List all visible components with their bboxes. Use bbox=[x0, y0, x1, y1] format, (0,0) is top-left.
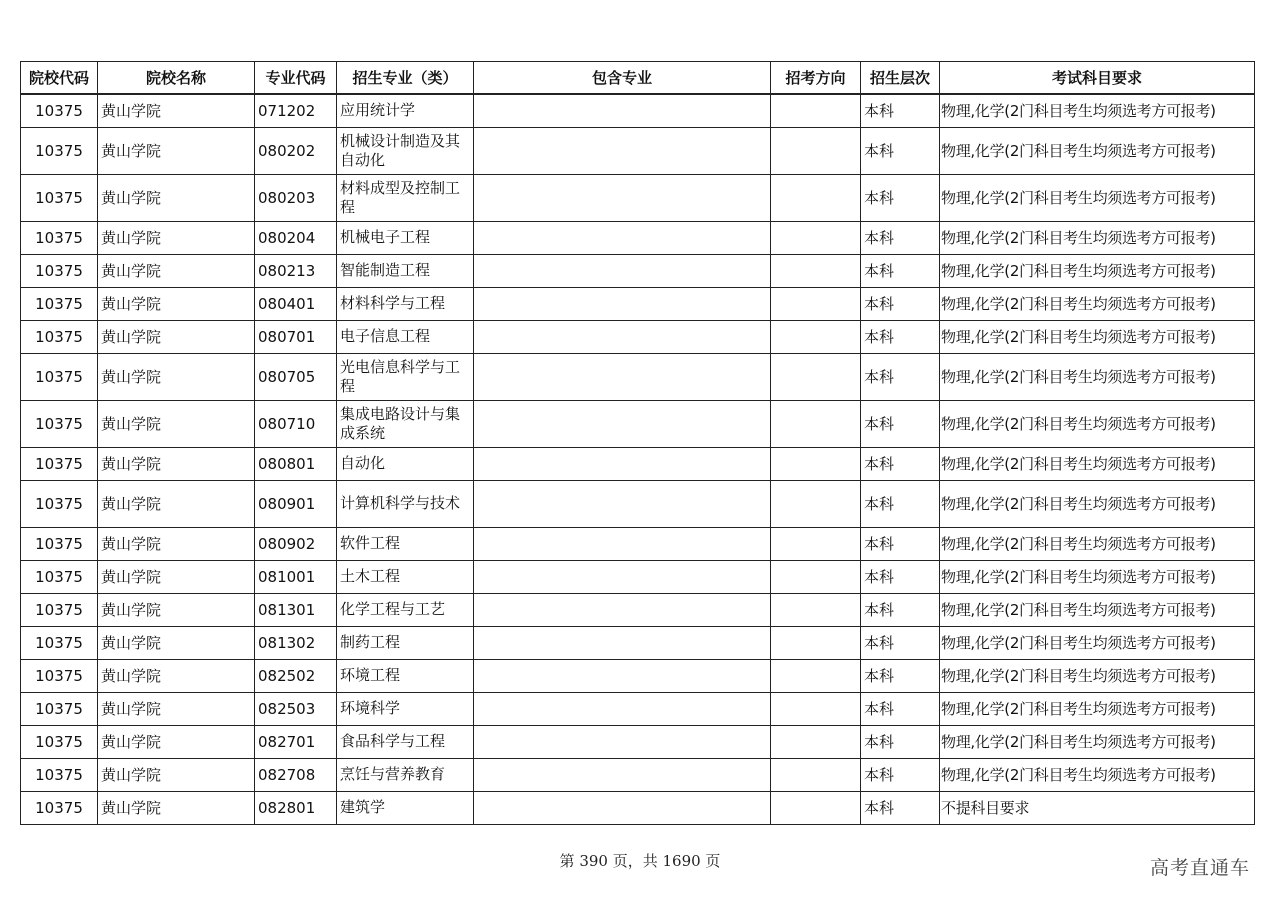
cell-included-majors bbox=[474, 94, 771, 127]
header-subject-requirement: 考试科目要求 bbox=[940, 62, 1255, 95]
page-indicator: 第 390 页，共 1690 页 bbox=[559, 852, 721, 870]
table-row bbox=[21, 626, 1255, 659]
cell-level: 本科 bbox=[861, 626, 940, 659]
cell-direction bbox=[771, 353, 861, 400]
cell-subject-requirement: 物理,化学(2门科目考生均须选考方可报考) bbox=[940, 221, 1255, 254]
cell-included-majors bbox=[474, 527, 771, 560]
cell-major: 电子信息工程 bbox=[337, 320, 474, 353]
cell-major-code: 080203 bbox=[255, 174, 337, 221]
cell-major-code: 080710 bbox=[255, 400, 337, 447]
cell-major-code: 082701 bbox=[255, 725, 337, 758]
cell-included-majors bbox=[474, 791, 771, 824]
cell-school-name: 黄山学院 bbox=[98, 400, 255, 447]
cell-school-name: 黄山学院 bbox=[98, 527, 255, 560]
table-row bbox=[21, 254, 1255, 287]
cell-major: 土木工程 bbox=[337, 560, 474, 593]
cell-school-name: 黄山学院 bbox=[98, 593, 255, 626]
cell-included-majors bbox=[474, 400, 771, 447]
cell-school-code: 10375 bbox=[21, 127, 98, 174]
cell-school-code: 10375 bbox=[21, 758, 98, 791]
cell-subject-requirement: 物理,化学(2门科目考生均须选考方可报考) bbox=[940, 692, 1255, 725]
cell-included-majors bbox=[474, 447, 771, 480]
cell-major: 计算机科学与技术 bbox=[337, 480, 474, 527]
cell-school-name: 黄山学院 bbox=[98, 320, 255, 353]
cell-subject-requirement: 物理,化学(2门科目考生均须选考方可报考) bbox=[940, 447, 1255, 480]
cell-school-code: 10375 bbox=[21, 560, 98, 593]
cell-school-code: 10375 bbox=[21, 725, 98, 758]
table-row bbox=[21, 725, 1255, 758]
table-row bbox=[21, 791, 1255, 824]
table-row bbox=[21, 400, 1255, 447]
cell-school-name: 黄山学院 bbox=[98, 447, 255, 480]
cell-major: 材料科学与工程 bbox=[337, 287, 474, 320]
cell-direction bbox=[771, 447, 861, 480]
cell-level: 本科 bbox=[861, 287, 940, 320]
cell-direction bbox=[771, 758, 861, 791]
cell-major-code: 080801 bbox=[255, 447, 337, 480]
table-row bbox=[21, 593, 1255, 626]
cell-included-majors bbox=[474, 758, 771, 791]
cell-school-name: 黄山学院 bbox=[98, 174, 255, 221]
cell-included-majors bbox=[474, 480, 771, 527]
cell-school-code: 10375 bbox=[21, 94, 98, 127]
cell-level: 本科 bbox=[861, 221, 940, 254]
cell-level: 本科 bbox=[861, 94, 940, 127]
cell-subject-requirement: 物理,化学(2门科目考生均须选考方可报考) bbox=[940, 174, 1255, 221]
cell-included-majors bbox=[474, 593, 771, 626]
cell-major-code: 081301 bbox=[255, 593, 337, 626]
cell-direction bbox=[771, 174, 861, 221]
table-row bbox=[21, 692, 1255, 725]
table-row bbox=[21, 221, 1255, 254]
header-included-majors: 包含专业 bbox=[474, 62, 771, 95]
cell-school-name: 黄山学院 bbox=[98, 254, 255, 287]
cell-school-code: 10375 bbox=[21, 254, 98, 287]
cell-level: 本科 bbox=[861, 127, 940, 174]
header-school-code: 院校代码 bbox=[21, 62, 98, 95]
cell-level: 本科 bbox=[861, 593, 940, 626]
cell-school-name: 黄山学院 bbox=[98, 560, 255, 593]
cell-level: 本科 bbox=[861, 320, 940, 353]
cell-school-name: 黄山学院 bbox=[98, 94, 255, 127]
cell-major-code: 080701 bbox=[255, 320, 337, 353]
header-direction: 招考方向 bbox=[771, 62, 861, 95]
cell-school-code: 10375 bbox=[21, 659, 98, 692]
cell-major: 环境科学 bbox=[337, 692, 474, 725]
table-row bbox=[21, 527, 1255, 560]
cell-included-majors bbox=[474, 320, 771, 353]
cell-subject-requirement: 物理,化学(2门科目考生均须选考方可报考) bbox=[940, 353, 1255, 400]
cell-level: 本科 bbox=[861, 725, 940, 758]
cell-direction bbox=[771, 692, 861, 725]
cell-major: 集成电路设计与集成系统 bbox=[337, 400, 474, 447]
table-row bbox=[21, 447, 1255, 480]
header-school-name: 院校名称 bbox=[98, 62, 255, 95]
cell-subject-requirement: 不提科目要求 bbox=[940, 791, 1255, 824]
cell-included-majors bbox=[474, 254, 771, 287]
cell-subject-requirement: 物理,化学(2门科目考生均须选考方可报考) bbox=[940, 94, 1255, 127]
cell-school-code: 10375 bbox=[21, 593, 98, 626]
cell-level: 本科 bbox=[861, 659, 940, 692]
cell-major-code: 080213 bbox=[255, 254, 337, 287]
cell-major: 光电信息科学与工程 bbox=[337, 353, 474, 400]
cell-included-majors bbox=[474, 287, 771, 320]
cell-major: 环境工程 bbox=[337, 659, 474, 692]
cell-school-code: 10375 bbox=[21, 480, 98, 527]
cell-direction bbox=[771, 527, 861, 560]
cell-school-name: 黄山学院 bbox=[98, 353, 255, 400]
cell-school-code: 10375 bbox=[21, 320, 98, 353]
table-row bbox=[21, 287, 1255, 320]
cell-subject-requirement: 物理,化学(2门科目考生均须选考方可报考) bbox=[940, 287, 1255, 320]
cell-subject-requirement: 物理,化学(2门科目考生均须选考方可报考) bbox=[940, 725, 1255, 758]
cell-major: 机械电子工程 bbox=[337, 221, 474, 254]
cell-subject-requirement: 物理,化学(2门科目考生均须选考方可报考) bbox=[940, 480, 1255, 527]
cell-major-code: 080204 bbox=[255, 221, 337, 254]
cell-level: 本科 bbox=[861, 400, 940, 447]
cell-major: 智能制造工程 bbox=[337, 254, 474, 287]
cell-included-majors bbox=[474, 353, 771, 400]
cell-school-code: 10375 bbox=[21, 400, 98, 447]
cell-major-code: 080902 bbox=[255, 527, 337, 560]
cell-subject-requirement: 物理,化学(2门科目考生均须选考方可报考) bbox=[940, 659, 1255, 692]
cell-major-code: 082503 bbox=[255, 692, 337, 725]
cell-direction bbox=[771, 320, 861, 353]
cell-level: 本科 bbox=[861, 447, 940, 480]
cell-direction bbox=[771, 725, 861, 758]
cell-included-majors bbox=[474, 692, 771, 725]
cell-school-name: 黄山学院 bbox=[98, 480, 255, 527]
header-major: 招生专业（类） bbox=[337, 62, 474, 95]
cell-major: 材料成型及控制工程 bbox=[337, 174, 474, 221]
cell-level: 本科 bbox=[861, 353, 940, 400]
cell-level: 本科 bbox=[861, 560, 940, 593]
cell-level: 本科 bbox=[861, 480, 940, 527]
cell-included-majors bbox=[474, 127, 771, 174]
table-body bbox=[21, 94, 1255, 824]
cell-major-code: 080202 bbox=[255, 127, 337, 174]
cell-subject-requirement: 物理,化学(2门科目考生均须选考方可报考) bbox=[940, 560, 1255, 593]
cell-direction bbox=[771, 287, 861, 320]
cell-subject-requirement: 物理,化学(2门科目考生均须选考方可报考) bbox=[940, 626, 1255, 659]
table-row bbox=[21, 659, 1255, 692]
cell-major-code: 081001 bbox=[255, 560, 337, 593]
cell-major: 建筑学 bbox=[337, 791, 474, 824]
cell-school-name: 黄山学院 bbox=[98, 287, 255, 320]
header-level: 招生层次 bbox=[861, 62, 940, 95]
cell-level: 本科 bbox=[861, 527, 940, 560]
cell-direction bbox=[771, 94, 861, 127]
cell-subject-requirement: 物理,化学(2门科目考生均须选考方可报考) bbox=[940, 127, 1255, 174]
cell-major-code: 081302 bbox=[255, 626, 337, 659]
cell-school-code: 10375 bbox=[21, 791, 98, 824]
cell-direction bbox=[771, 659, 861, 692]
cell-major-code: 080705 bbox=[255, 353, 337, 400]
cell-school-code: 10375 bbox=[21, 174, 98, 221]
cell-major: 化学工程与工艺 bbox=[337, 593, 474, 626]
cell-direction bbox=[771, 221, 861, 254]
cell-major-code: 082502 bbox=[255, 659, 337, 692]
cell-school-code: 10375 bbox=[21, 626, 98, 659]
cell-direction bbox=[771, 254, 861, 287]
cell-school-name: 黄山学院 bbox=[98, 692, 255, 725]
cell-school-code: 10375 bbox=[21, 287, 98, 320]
header-row bbox=[21, 62, 1255, 95]
cell-included-majors bbox=[474, 725, 771, 758]
cell-direction bbox=[771, 560, 861, 593]
cell-school-code: 10375 bbox=[21, 527, 98, 560]
cell-school-name: 黄山学院 bbox=[98, 725, 255, 758]
cell-major: 应用统计学 bbox=[337, 94, 474, 127]
cell-school-name: 黄山学院 bbox=[98, 127, 255, 174]
cell-included-majors bbox=[474, 221, 771, 254]
cell-direction bbox=[771, 400, 861, 447]
cell-major: 自动化 bbox=[337, 447, 474, 480]
cell-school-code: 10375 bbox=[21, 447, 98, 480]
table-row bbox=[21, 560, 1255, 593]
cell-major: 烹饪与营养教育 bbox=[337, 758, 474, 791]
cell-major: 制药工程 bbox=[337, 626, 474, 659]
cell-school-code: 10375 bbox=[21, 353, 98, 400]
cell-school-code: 10375 bbox=[21, 221, 98, 254]
cell-subject-requirement: 物理,化学(2门科目考生均须选考方可报考) bbox=[940, 320, 1255, 353]
cell-direction bbox=[771, 593, 861, 626]
table-row bbox=[21, 174, 1255, 221]
cell-school-name: 黄山学院 bbox=[98, 659, 255, 692]
cell-included-majors bbox=[474, 659, 771, 692]
cell-subject-requirement: 物理,化学(2门科目考生均须选考方可报考) bbox=[940, 527, 1255, 560]
cell-school-name: 黄山学院 bbox=[98, 791, 255, 824]
cell-direction bbox=[771, 480, 861, 527]
cell-level: 本科 bbox=[861, 254, 940, 287]
cell-school-name: 黄山学院 bbox=[98, 626, 255, 659]
cell-major-code: 082708 bbox=[255, 758, 337, 791]
cell-major: 机械设计制造及其自动化 bbox=[337, 127, 474, 174]
cell-subject-requirement: 物理,化学(2门科目考生均须选考方可报考) bbox=[940, 758, 1255, 791]
cell-level: 本科 bbox=[861, 692, 940, 725]
table-row bbox=[21, 353, 1255, 400]
cell-major-code: 071202 bbox=[255, 94, 337, 127]
table-row bbox=[21, 94, 1255, 127]
table-row bbox=[21, 127, 1255, 174]
cell-included-majors bbox=[474, 626, 771, 659]
cell-subject-requirement: 物理,化学(2门科目考生均须选考方可报考) bbox=[940, 254, 1255, 287]
cell-school-code: 10375 bbox=[21, 692, 98, 725]
cell-included-majors bbox=[474, 174, 771, 221]
cell-direction bbox=[771, 626, 861, 659]
header-major-code: 专业代码 bbox=[255, 62, 337, 95]
cell-direction bbox=[771, 127, 861, 174]
cell-subject-requirement: 物理,化学(2门科目考生均须选考方可报考) bbox=[940, 593, 1255, 626]
table-row bbox=[21, 480, 1255, 527]
admissions-table bbox=[20, 61, 1255, 825]
cell-level: 本科 bbox=[861, 791, 940, 824]
cell-direction bbox=[771, 791, 861, 824]
cell-level: 本科 bbox=[861, 174, 940, 221]
cell-major: 食品科学与工程 bbox=[337, 725, 474, 758]
cell-major: 软件工程 bbox=[337, 527, 474, 560]
cell-level: 本科 bbox=[861, 758, 940, 791]
cell-subject-requirement: 物理,化学(2门科目考生均须选考方可报考) bbox=[940, 400, 1255, 447]
cell-major-code: 080901 bbox=[255, 480, 337, 527]
cell-major-code: 082801 bbox=[255, 791, 337, 824]
cell-included-majors bbox=[474, 560, 771, 593]
watermark: 高考直通车 bbox=[1149, 857, 1250, 879]
table-row bbox=[21, 320, 1255, 353]
cell-school-name: 黄山学院 bbox=[98, 221, 255, 254]
cell-school-name: 黄山学院 bbox=[98, 758, 255, 791]
cell-major-code: 080401 bbox=[255, 287, 337, 320]
table-row bbox=[21, 758, 1255, 791]
